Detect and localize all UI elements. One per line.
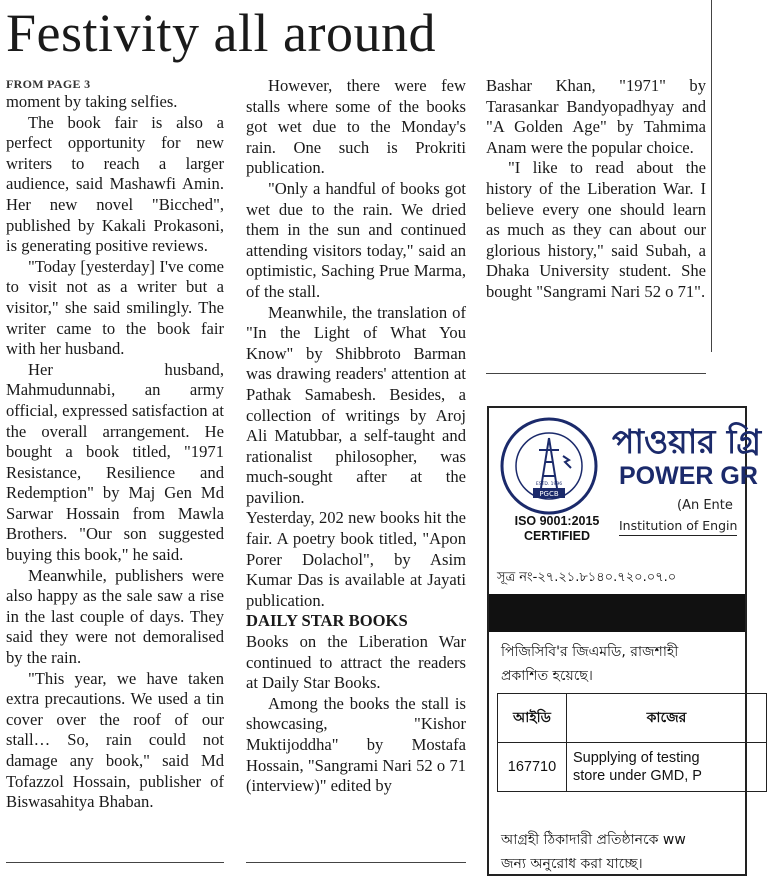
tender-table (497, 693, 767, 792)
reference-number: সূত্র নং-২৭.২১.৮১৪০.৭২০.০৭.০ (497, 570, 677, 585)
table-cell-id: 167710 (498, 743, 567, 792)
paragraph: Meanwhile, publishers were also happy as the sale saw a rise in the last couple of days. They said they were not demoralised by the rain. (6, 565, 224, 668)
table-cell-work: Supplying of testing store under GMD, P (567, 743, 767, 792)
paragraph: "Today [yesterday] I've come to visit not as a writer but a visitor," she said smilingly. The writer came to the book fair with her husband. (6, 256, 224, 359)
article-column-3 (486, 76, 706, 303)
column-end-rule (246, 862, 466, 863)
headline: Festivity all around (6, 3, 436, 63)
company-subtitle: (An Ente (677, 498, 733, 513)
company-name-bangla: পাওয়ার গ্রি (612, 422, 762, 461)
paragraph: "I like to read about the history of the Liberation War. I believe every one should learn as much as they can about our glorious history," said Subah, a Dhaka University student. She bought "Sangrami Nari 52 o 71". (486, 158, 706, 301)
column-end-rule (6, 862, 224, 863)
tender-advertisement (487, 406, 762, 876)
paragraph: Yesterday, 202 new books hit the fair. A poetry book titled, "Apon Porer Dolachol", by Asim Kumar Das is available at Jayati publication. (246, 508, 466, 610)
paragraph: The book fair is also a perfect opportunity for new writers to reach a larger audience, said Mashawfi Amin. Her new novel "Bicched", published by Kakali Prokasoni, is generating positive reviews. (6, 112, 224, 256)
paragraph: Bashar Khan, "1971" by Tarasankar Bandyopadhyay and "A Golden Age" by Tahmima Anam were the popular choice. (486, 76, 706, 157)
paragraph: "Only a handful of books got wet due to the rain. We dried them in the sun and continued attending visitors today," said an optimistic, Saching Prue Marma, of the stall. (246, 178, 466, 301)
company-name-english: POWER GR (619, 462, 758, 490)
pgcb-logo-icon (499, 416, 599, 516)
continuation-kicker: FROM PAGE 3 (6, 77, 91, 91)
paragraph: "This year, we have taken extra precautions. We used a tin cover over the roof of our stall… So, rain could not damage any book," said Md Tofazzol Hossain, publisher of Biswasahitya Bhaban. (6, 668, 224, 812)
logo-year: ESTD. 1996 (535, 482, 563, 487)
article-end-rule (486, 373, 706, 374)
table-header-work: কাজের (567, 694, 767, 743)
logo-text: PGCB (539, 490, 559, 498)
paragraph: Among the books the stall is showcasing, "Kishor Muktijoddha" by Mostafa Hossain, "Sangrami Nari 52 o 71 (interview)" edited by (246, 693, 466, 796)
paragraph: However, there were few stalls where some of the books got wet due to the Monday's rain. One such is Prokriti publication. (246, 76, 466, 178)
paragraph: Books on the Liberation War continued to attract the readers at Daily Star Books. (246, 632, 466, 693)
notice-closing: আগ্রহী ঠিকাদারী প্রতিষ্ঠানকে ww জন্য অনুরোধ করা যাচ্ছে। (501, 832, 686, 872)
paragraph: Her husband, Mahmudunnabi, an army official, expressed satisfaction at the overall arrangement. He bought a book titled, "1971 Resistance, Resilience and Redemption" by Maj Gen Md Sarwar Hossain from Mawla Brothers. "Our son suggested buying this book," he said. (6, 359, 224, 565)
article-column-1 (6, 76, 224, 813)
notice-title-bar (489, 594, 745, 632)
institution-line: Institution of Engin (619, 518, 737, 536)
article-column-2 (246, 76, 466, 797)
paragraph: Meanwhile, the translation of "In the Light of What You Know" by Shibbroto Barman was drawing readers' attention at Pathak Samabesh. Besides, a collection of writings by Aroj Ali Matubbar, a self-taught and rationalist philosopher, was much-sought after at the pavilion. (246, 302, 466, 507)
section-subhead: DAILY STAR BOOKS (246, 611, 408, 631)
notice-intro: পিজিসিবি'র জিএমডি, রাজশাহী প্রকাশিত হয়েছে। (501, 644, 679, 684)
iso-certification: ISO 9001:2015 CERTIFIED (514, 514, 600, 543)
paragraph: moment by taking selfies. (6, 92, 178, 111)
table-header-id: আইডি (498, 694, 567, 743)
column-divider-right (711, 0, 712, 352)
